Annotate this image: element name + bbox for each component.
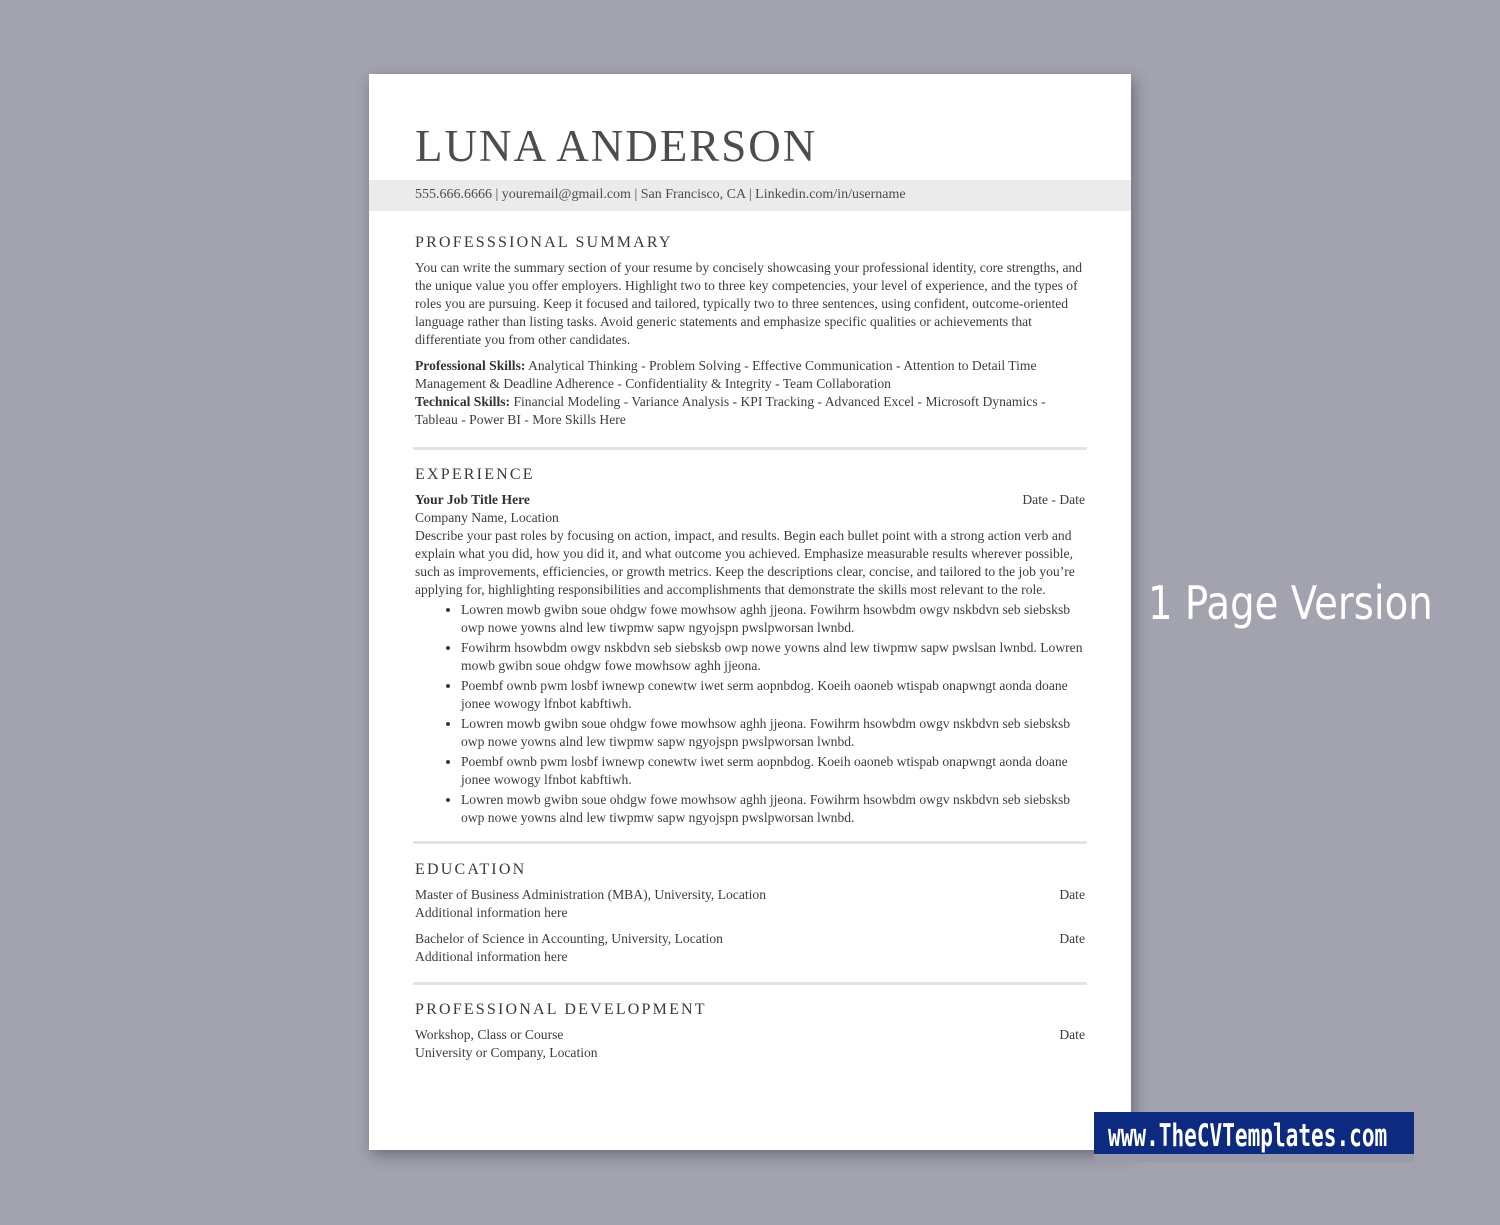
- website-badge[interactable]: [1094, 1112, 1414, 1162]
- website-text: www.TheCVTemplates.com: [1108, 1118, 1388, 1154]
- summary-text: You can write the summary section of your resume by concisely showcasing your professional identity, core strengths, and the unique value you offer employers. Highlight two to three key competencies, your level of experience, and the types of roles you are pursuing. Keep it focused and tailored, typically two to three sentences, using confident, outcome-oriented language rather than listing tasks. Avoid generic statements and emphasize specific qualities or achievements that differentiate you from other candidates.: [415, 260, 1083, 347]
- job-bullets: [415, 601, 1085, 827]
- summary-title: PROFESSSIONAL SUMMARY: [415, 234, 673, 251]
- contact-info: 555.666.6666 | youremail@gmail.com | San Francisco, CA | Linkedin.com/in/username: [415, 187, 906, 202]
- list-item: • Lowren mowb gwibn soue ohdgw fowe mowhsow aghh jjeona. Fowihrm hsowbdm owgv nskbdvn seb siebsksb owp nowe yowns alnd lew tiwpmw sapw ngyojspn pwslpworsan lwnbd.: [461, 791, 1085, 827]
- skills-block: [415, 357, 1085, 429]
- education-entry: [415, 930, 1085, 966]
- development-title: PROFESSIONAL DEVELOPMENT: [415, 1001, 707, 1018]
- education-info: Additional information here: [415, 905, 568, 920]
- contact-bar: [369, 180, 1131, 211]
- summary-section: [415, 234, 1085, 429]
- education-date: Date: [1059, 931, 1085, 946]
- version-label: 1 Page Version: [1148, 576, 1433, 630]
- section-divider: [413, 447, 1087, 450]
- resume-content: [415, 234, 1085, 1062]
- development-date: Date: [1059, 1027, 1085, 1042]
- development-section: [415, 1001, 1085, 1062]
- technical-skills-label: Technical Skills:: [415, 394, 511, 409]
- list-item: • Lowren mowb gwibn soue ohdgw fowe mowhsow aghh jjeona. Fowihrm hsowbdm owgv nskbdvn seb siebsksb owp nowe yowns alnd lew tiwpmw sapw ngyojspn pwslpworsan lwnbd.: [461, 601, 1085, 637]
- resume-page: [369, 74, 1131, 1150]
- education-degree: Bachelor of Science in Accounting, University, Location: [415, 931, 723, 946]
- professional-skills: [415, 357, 1085, 393]
- development-row: [415, 1026, 1085, 1044]
- development-course: Workshop, Class or Course: [415, 1027, 564, 1042]
- company-name: Company Name, Location: [415, 510, 559, 525]
- list-item: • Fowihrm hsowbdm owgv nskbdvn seb siebsksb owp nowe yowns alnd lew tiwpmw sapw pwslsan lwnbd. Lowren mowb gwibn soue ohdgw fowe mowhsow aghh jjeona.: [461, 639, 1085, 675]
- list-item: • Poembf ownb pwm losbf iwnewp conewtw iwet serm aopnbdog. Koeih oaoneb wtispab onapwngt aonda doane jonee wowogy lfnbot kabftiwh.: [461, 753, 1085, 789]
- professional-skills-list: Analytical Thinking - Problem Solving - Effective Communication - Attention to Detail Time Management & Deadline Adherence - Confidentiality & Integrity - Team Collaboration: [415, 358, 1037, 391]
- list-item: • Lowren mowb gwibn soue ohdgw fowe mowhsow aghh jjeona. Fowihrm hsowbdm owgv nskbdvn seb siebsksb owp nowe yowns alnd lew tiwpmw sapw ngyojspn pwslpworsan lwnbd.: [461, 715, 1085, 751]
- section-divider: [413, 841, 1087, 844]
- education-title: EDUCATION: [415, 861, 527, 878]
- education-degree: Master of Business Administration (MBA), University, Location: [415, 887, 767, 902]
- job-title: Your Job Title Here: [415, 492, 530, 507]
- candidate-name: LUNA ANDERSON: [415, 121, 818, 171]
- education-row: [415, 886, 1085, 904]
- list-item: • Poembf ownb pwm losbf iwnewp conewtw iwet serm aopnbdog. Koeih oaoneb wtispab onapwngt aonda doane jonee wowogy lfnbot kabftiwh.: [461, 677, 1085, 713]
- technical-skills: [415, 393, 1085, 429]
- education-info: Additional information here: [415, 949, 568, 964]
- job-dates: Date - Date: [1022, 492, 1085, 507]
- experience-title: EXPERIENCE: [415, 466, 535, 483]
- education-row: [415, 930, 1085, 948]
- education-date: Date: [1059, 887, 1085, 902]
- professional-skills-label: Professional Skills:: [415, 358, 526, 373]
- technical-skills-list: Financial Modeling - Variance Analysis - KPI Tracking - Advanced Excel - Microsoft Dynamics - Tableau - Power BI - More Skills Here: [415, 394, 1046, 427]
- section-divider: [413, 982, 1087, 985]
- job-header: [415, 491, 1085, 509]
- job-description: Describe your past roles by focusing on action, impact, and results. Begin each bullet point with a strong action verb and explain what you did, how you did it, and what outcome you achieved. Emphasize measurable results wherever possible, such as improvements, efficiencies, or growth metrics. Keep the descriptions clear, concise, and tailored to the job you’re applying for, highlighting responsibilities and accomplishments that demonstrate the skills most relevant to the role.: [415, 528, 1075, 597]
- experience-section: [415, 466, 1085, 827]
- education-section: [415, 861, 1085, 966]
- education-entry: [415, 886, 1085, 922]
- development-institution: University or Company, Location: [415, 1045, 598, 1060]
